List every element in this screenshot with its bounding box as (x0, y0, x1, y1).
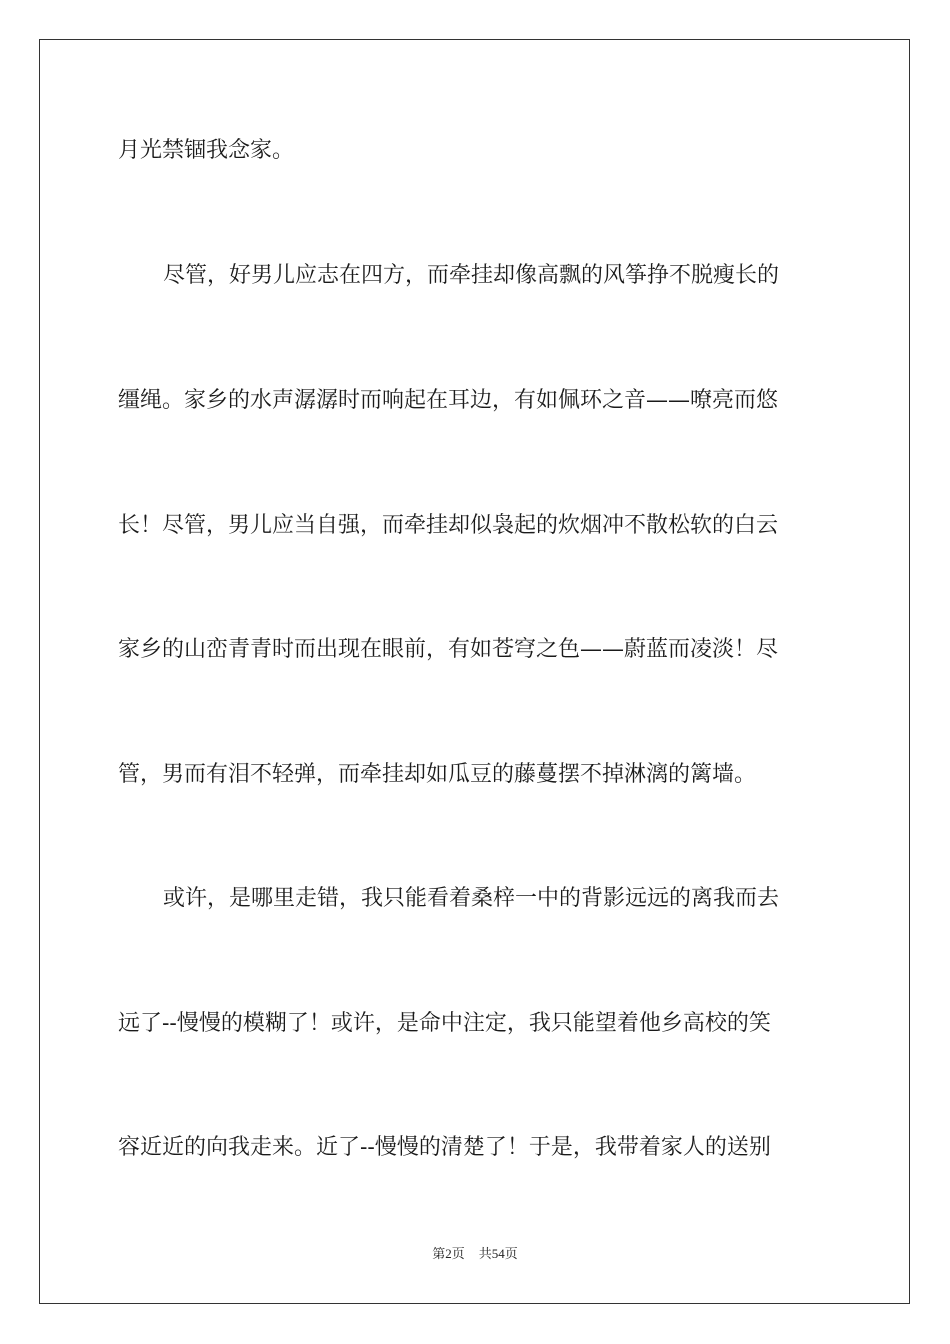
text-line: 远了--慢慢的模糊了！或许，是命中注定，我只能望着他乡高校的笑 (118, 1011, 771, 1036)
page-number: 第2页 (432, 1246, 465, 1261)
page-border (39, 39, 910, 1304)
page-footer (0, 1243, 950, 1262)
text-line: 尽管，好男儿应志在四方，而牵挂却像高飘的风筝挣不脱瘦长的 (163, 263, 780, 288)
text-line: 缰绳。家乡的水声潺潺时而响起在耳边，有如佩环之音——嘹亮而悠 (118, 388, 779, 413)
text-line: 月光禁锢我念家。 (118, 138, 295, 163)
page-total: 共54页 (478, 1246, 518, 1261)
text-line: 家乡的山峦青青时而出现在眼前，有如苍穹之色——蔚蓝而凌淡！尽 (118, 637, 779, 662)
text-line: 或许，是哪里走错，我只能看着桑梓一中的背影远远的离我而去 (163, 886, 780, 911)
text-line: 长！尽管，男儿应当自强，而牵挂却似袅起的炊烟冲不散松软的白云 (118, 513, 779, 538)
text-line: 管，男而有泪不轻弹，而牵挂却如瓜豆的藤蔓摆不掉淋漓的篱墙。 (118, 762, 757, 787)
text-line: 容近近的向我走来。近了--慢慢的清楚了！于是，我带着家人的送别 (118, 1135, 771, 1160)
